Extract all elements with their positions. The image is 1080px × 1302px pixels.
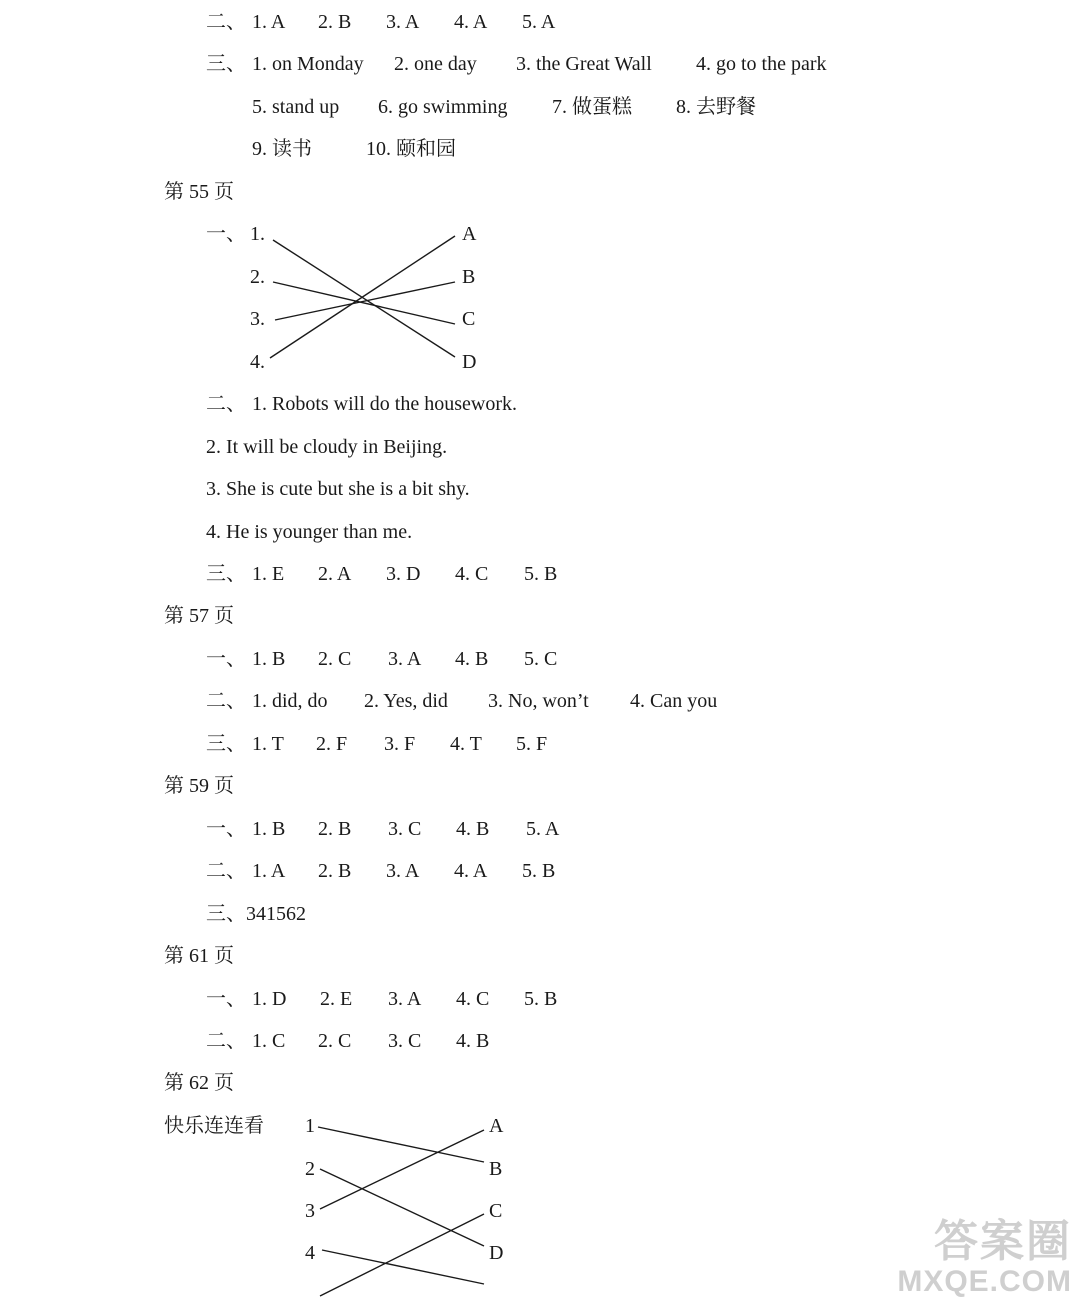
answer-item: 4. T xyxy=(450,733,482,755)
answer-item: 7. 做蛋糕 xyxy=(552,96,632,118)
answer-item: 3. F xyxy=(384,733,416,755)
answer-item: 9. 读书 xyxy=(252,138,312,160)
match-left-label: 3. xyxy=(250,308,265,330)
answer-item: 4. B xyxy=(456,1030,490,1052)
watermark-title: 答案圈 xyxy=(934,1217,1072,1266)
answer-item: 4. A xyxy=(454,860,488,882)
answer-item: 5. B xyxy=(522,860,556,882)
answer-item: 8. 去野餐 xyxy=(676,96,756,118)
page-heading: 第 59 页 xyxy=(164,775,234,797)
section-prefix: 三、 xyxy=(206,563,246,585)
answer-item: 1. A xyxy=(252,11,286,33)
answer-item: 2. A xyxy=(318,563,352,585)
answer-item: 4. A xyxy=(454,11,488,33)
match-left-label: 1. xyxy=(250,223,265,245)
answer-item: 1. T xyxy=(252,733,284,755)
answer-item: 1. B xyxy=(252,648,286,670)
section-prefix: 三、 xyxy=(206,733,246,755)
answer-item: 4. Can you xyxy=(630,690,718,712)
section-prefix: 三、 xyxy=(206,53,246,75)
match-right-label: A xyxy=(489,1115,504,1137)
answer-item: 4. B xyxy=(455,648,489,670)
answer-item: 3. No, won’t xyxy=(488,690,589,712)
answer-item: 4. B xyxy=(456,818,490,840)
answer-item: 3. A xyxy=(386,860,420,882)
answer-item: 1. D xyxy=(252,988,287,1010)
answer-item: 1. A xyxy=(252,860,286,882)
answer-item: 1. C xyxy=(252,1030,286,1052)
match-line xyxy=(320,1130,484,1209)
answer-item: 2. Yes, did xyxy=(364,690,448,712)
answer-sentence: 1. Robots will do the housework. xyxy=(252,393,517,415)
answer-item: 5. B xyxy=(524,563,558,585)
section-prefix: 一、 xyxy=(206,223,246,245)
answer-item: 3. A xyxy=(388,988,422,1010)
section-prefix: 二、 xyxy=(206,393,246,415)
match-line xyxy=(320,1169,484,1246)
section-prefix: 二、 xyxy=(206,690,246,712)
page-heading: 第 61 页 xyxy=(164,945,234,967)
answer-item: 3. C xyxy=(388,818,422,840)
match-right-label: C xyxy=(489,1200,503,1222)
section-prefix: 一、 xyxy=(206,648,246,670)
answer-item: 3. A xyxy=(386,11,420,33)
match-right-label: B xyxy=(489,1158,503,1180)
answer-item: 10. 颐和园 xyxy=(366,138,456,160)
answer-item: 2. B xyxy=(318,818,352,840)
match-right-label: D xyxy=(489,1242,504,1264)
answer-item: 4. C xyxy=(455,563,489,585)
match-left-label: 3 xyxy=(305,1200,315,1222)
answer-item: 1. on Monday xyxy=(252,53,364,75)
answer-item: 5. C xyxy=(524,648,558,670)
answer-item: 6. go swimming xyxy=(378,96,508,118)
section-prefix: 二、 xyxy=(206,860,246,882)
answer-item: 2. one day xyxy=(394,53,477,75)
section-prefix: 二、 xyxy=(206,1030,246,1052)
answer-item: 2. C xyxy=(318,648,352,670)
answer-item: 2. F xyxy=(316,733,348,755)
answer-item: 4. go to the park xyxy=(696,53,827,75)
match-left-label: 2 xyxy=(305,1158,315,1180)
answer-item: 2. E xyxy=(320,988,353,1010)
answer-item: 1. did, do xyxy=(252,690,328,712)
answer-item: 3. C xyxy=(388,1030,422,1052)
watermark-logo xyxy=(897,1218,1072,1298)
match-right-label: C xyxy=(462,308,476,330)
match-right-label: B xyxy=(462,266,476,288)
match-left-label: 2. xyxy=(250,266,265,288)
match-right-label: A xyxy=(462,223,477,245)
answer-item: 5. B xyxy=(524,988,558,1010)
answer-sentence: 2. It will be cloudy in Beijing. xyxy=(206,436,448,458)
answer-item: 1. E xyxy=(252,563,285,585)
match-line xyxy=(318,1127,484,1162)
matching-title: 快乐连连看 xyxy=(164,1115,264,1137)
section-prefix: 一、 xyxy=(206,818,246,840)
answer-sentence: 3. She is cute but she is a bit shy. xyxy=(206,478,470,500)
answer-item: 2. B xyxy=(318,11,352,33)
answer-item: 5. A xyxy=(522,11,556,33)
answer-sequence: 三、341562 xyxy=(206,903,306,925)
answer-item: 3. the Great Wall xyxy=(516,53,652,75)
answer-item: 3. D xyxy=(386,563,421,585)
answer-item: 4. C xyxy=(456,988,490,1010)
match-left-label: 4 xyxy=(305,1242,315,1264)
answer-item: 5. stand up xyxy=(252,96,340,118)
page-heading: 第 57 页 xyxy=(164,605,234,627)
answer-item: 3. A xyxy=(388,648,422,670)
answer-item: 5. A xyxy=(526,818,560,840)
section-prefix: 一、 xyxy=(206,988,246,1010)
answer-sentence: 4. He is younger than me. xyxy=(206,521,413,543)
section-prefix: 二、 xyxy=(206,11,246,33)
answer-item: 1. B xyxy=(252,818,286,840)
match-right-label: D xyxy=(462,351,477,373)
page-heading: 第 55 页 xyxy=(164,181,234,203)
match-left-label: 1 xyxy=(305,1115,315,1137)
page-heading: 第 62 页 xyxy=(164,1072,234,1094)
watermark-url: MXQE.COM xyxy=(897,1265,1072,1298)
answer-item: 2. B xyxy=(318,860,352,882)
match-left-label: 4. xyxy=(250,351,265,373)
answer-item: 5. F xyxy=(516,733,548,755)
answer-item: 2. C xyxy=(318,1030,352,1052)
